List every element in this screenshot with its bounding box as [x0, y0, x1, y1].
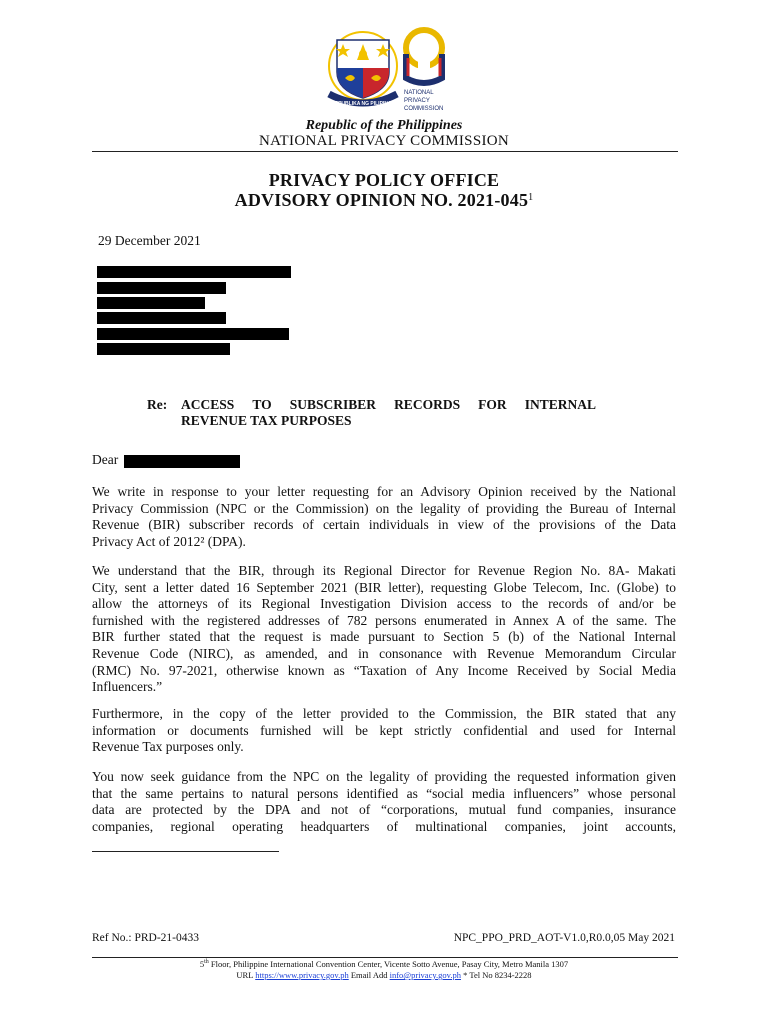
reference-number: Ref No.: PRD-21-0433 [92, 932, 200, 944]
paragraph-line: Influencers.” [92, 679, 163, 695]
paragraph-line: Revenue Tax purposes only. [92, 739, 244, 755]
opinion-title [0, 190, 768, 211]
address-text: Floor, Philippine International Convention Center, Vicente Sotto Avenue, Pasay City, Metro Manila 1307 [208, 959, 569, 969]
npc-logo-line3: COMMISSION [404, 106, 444, 112]
subject-word: RECORDS [394, 397, 461, 412]
office-title: PRIVACY POLICY OFFICE [268, 170, 500, 190]
paragraph-line: allow the attorneys of its Regional Investigation Division access to the records of and/or be [92, 596, 676, 612]
paragraph-line: furnished with the registered addresses of 782 persons enumerated in Annex A of the same. The [92, 612, 676, 628]
footer-address [0, 959, 768, 969]
paragraph-2 [92, 563, 676, 696]
opinion-footnote-ref: 1 [528, 192, 534, 203]
subject-word: TO [252, 397, 272, 412]
paragraph-line: We understand that the BIR, through its Regional Director for Revenue Region No. 8A- Makati [92, 563, 676, 578]
paragraph-line: City, sent a letter dated 16 September 2021 (BIR letter), requesting Globe Telecom, Inc. (Globe) to [92, 579, 676, 595]
subject-word: FOR [478, 397, 507, 412]
paragraph-line: companies, regional operating headquarters of multinational companies, joint accounts, [92, 818, 676, 834]
email-label: Email Add [350, 970, 388, 980]
paragraph-line: information or documents furnished will be kept strictly confidential and used for Internal [92, 722, 676, 738]
redacted-addressee [124, 455, 240, 468]
npc-logo-line2: PRIVACY [404, 98, 430, 104]
paragraph-line: Revenue Code (NIRC), as amended, and in consonance with Revenue Memorandum Circular [92, 645, 676, 661]
npc-logo [402, 26, 452, 116]
document-version: NPC_PPO_PRD_AOT-V1.0,R0.0,05 May 2021 [453, 932, 675, 944]
telephone: * Tel No 8234-2228 [463, 970, 532, 980]
subject-word: SUBSCRIBER [289, 397, 376, 412]
subject-word: ACCESS [181, 397, 235, 412]
email-link[interactable]: info@privacy.gov.ph [389, 970, 461, 980]
paragraph-4 [92, 769, 676, 835]
commission-heading: NATIONAL PRIVACY COMMISSION [258, 133, 510, 149]
paragraph-line: Revenue (BIR) subscriber records of certain individuals in view of the provisions of the Data [92, 517, 676, 533]
redacted-recipient-line [97, 328, 289, 340]
footnote-divider [92, 851, 279, 852]
paragraph-3 [92, 706, 676, 756]
address-floor-sup: th [204, 959, 209, 966]
npc-logo-line1: NATIONAL [404, 90, 434, 96]
letter-date: 29 December 2021 [98, 233, 201, 248]
paragraph-line: Privacy Commission (NPC or the Commission) on the legality of providing the Bureau of Internal [92, 500, 676, 516]
redacted-recipient-line [97, 343, 230, 355]
salutation: Dear [92, 452, 119, 467]
redacted-recipient-line [97, 297, 205, 309]
address-floor: 5 [199, 959, 205, 969]
opinion-number: ADVISORY OPINION NO. 2021-045 [234, 190, 529, 210]
website-link[interactable]: https://www.privacy.gov.ph [255, 970, 349, 980]
paragraph-line: We write in response to your letter requesting for an Advisory Opinion received by the National [92, 484, 676, 499]
paragraph-line: You now seek guidance from the NPC on the legality of providing the requested information given [92, 769, 676, 784]
redacted-recipient-line [97, 282, 226, 294]
paragraph-line: that the same pertains to natural persons identified as “social media influencers” whose personal [92, 785, 676, 801]
seal-banner-text: REPUBLIKA NG PILIPINAS [331, 101, 395, 107]
subject-line-1 [181, 397, 596, 413]
paragraph-1 [92, 484, 676, 550]
paragraph-line: Furthermore, in the copy of the letter provided to the Commission, the BIR stated that any [92, 706, 676, 721]
philippine-seal-logo [323, 28, 403, 108]
paragraph-line: Privacy Act of 2012² (DPA). [92, 533, 246, 549]
url-label: URL [236, 970, 254, 980]
paragraph-line: data are protected by the DPA and not of “corporations, mutual fund companies, insurance [92, 802, 676, 818]
republic-heading: Republic of the Philippines [305, 118, 463, 133]
footer-divider [92, 957, 678, 958]
header-divider [92, 151, 678, 152]
redacted-recipient-line [97, 312, 226, 324]
subject-line-2: REVENUE TAX PURPOSES [181, 413, 352, 428]
footer-contacts [0, 970, 768, 980]
subject-label: Re: [147, 397, 168, 412]
paragraph-line: (RMC) No. 97-2021, otherwise known as “Taxation of Any Income Received by Social Media [92, 662, 676, 678]
paragraph-line: BIR further stated that the request is made pursuant to Section 5 (b) of the National Internal [92, 629, 676, 645]
subject-word: INTERNAL [524, 397, 596, 412]
redacted-recipient-line [97, 266, 291, 278]
